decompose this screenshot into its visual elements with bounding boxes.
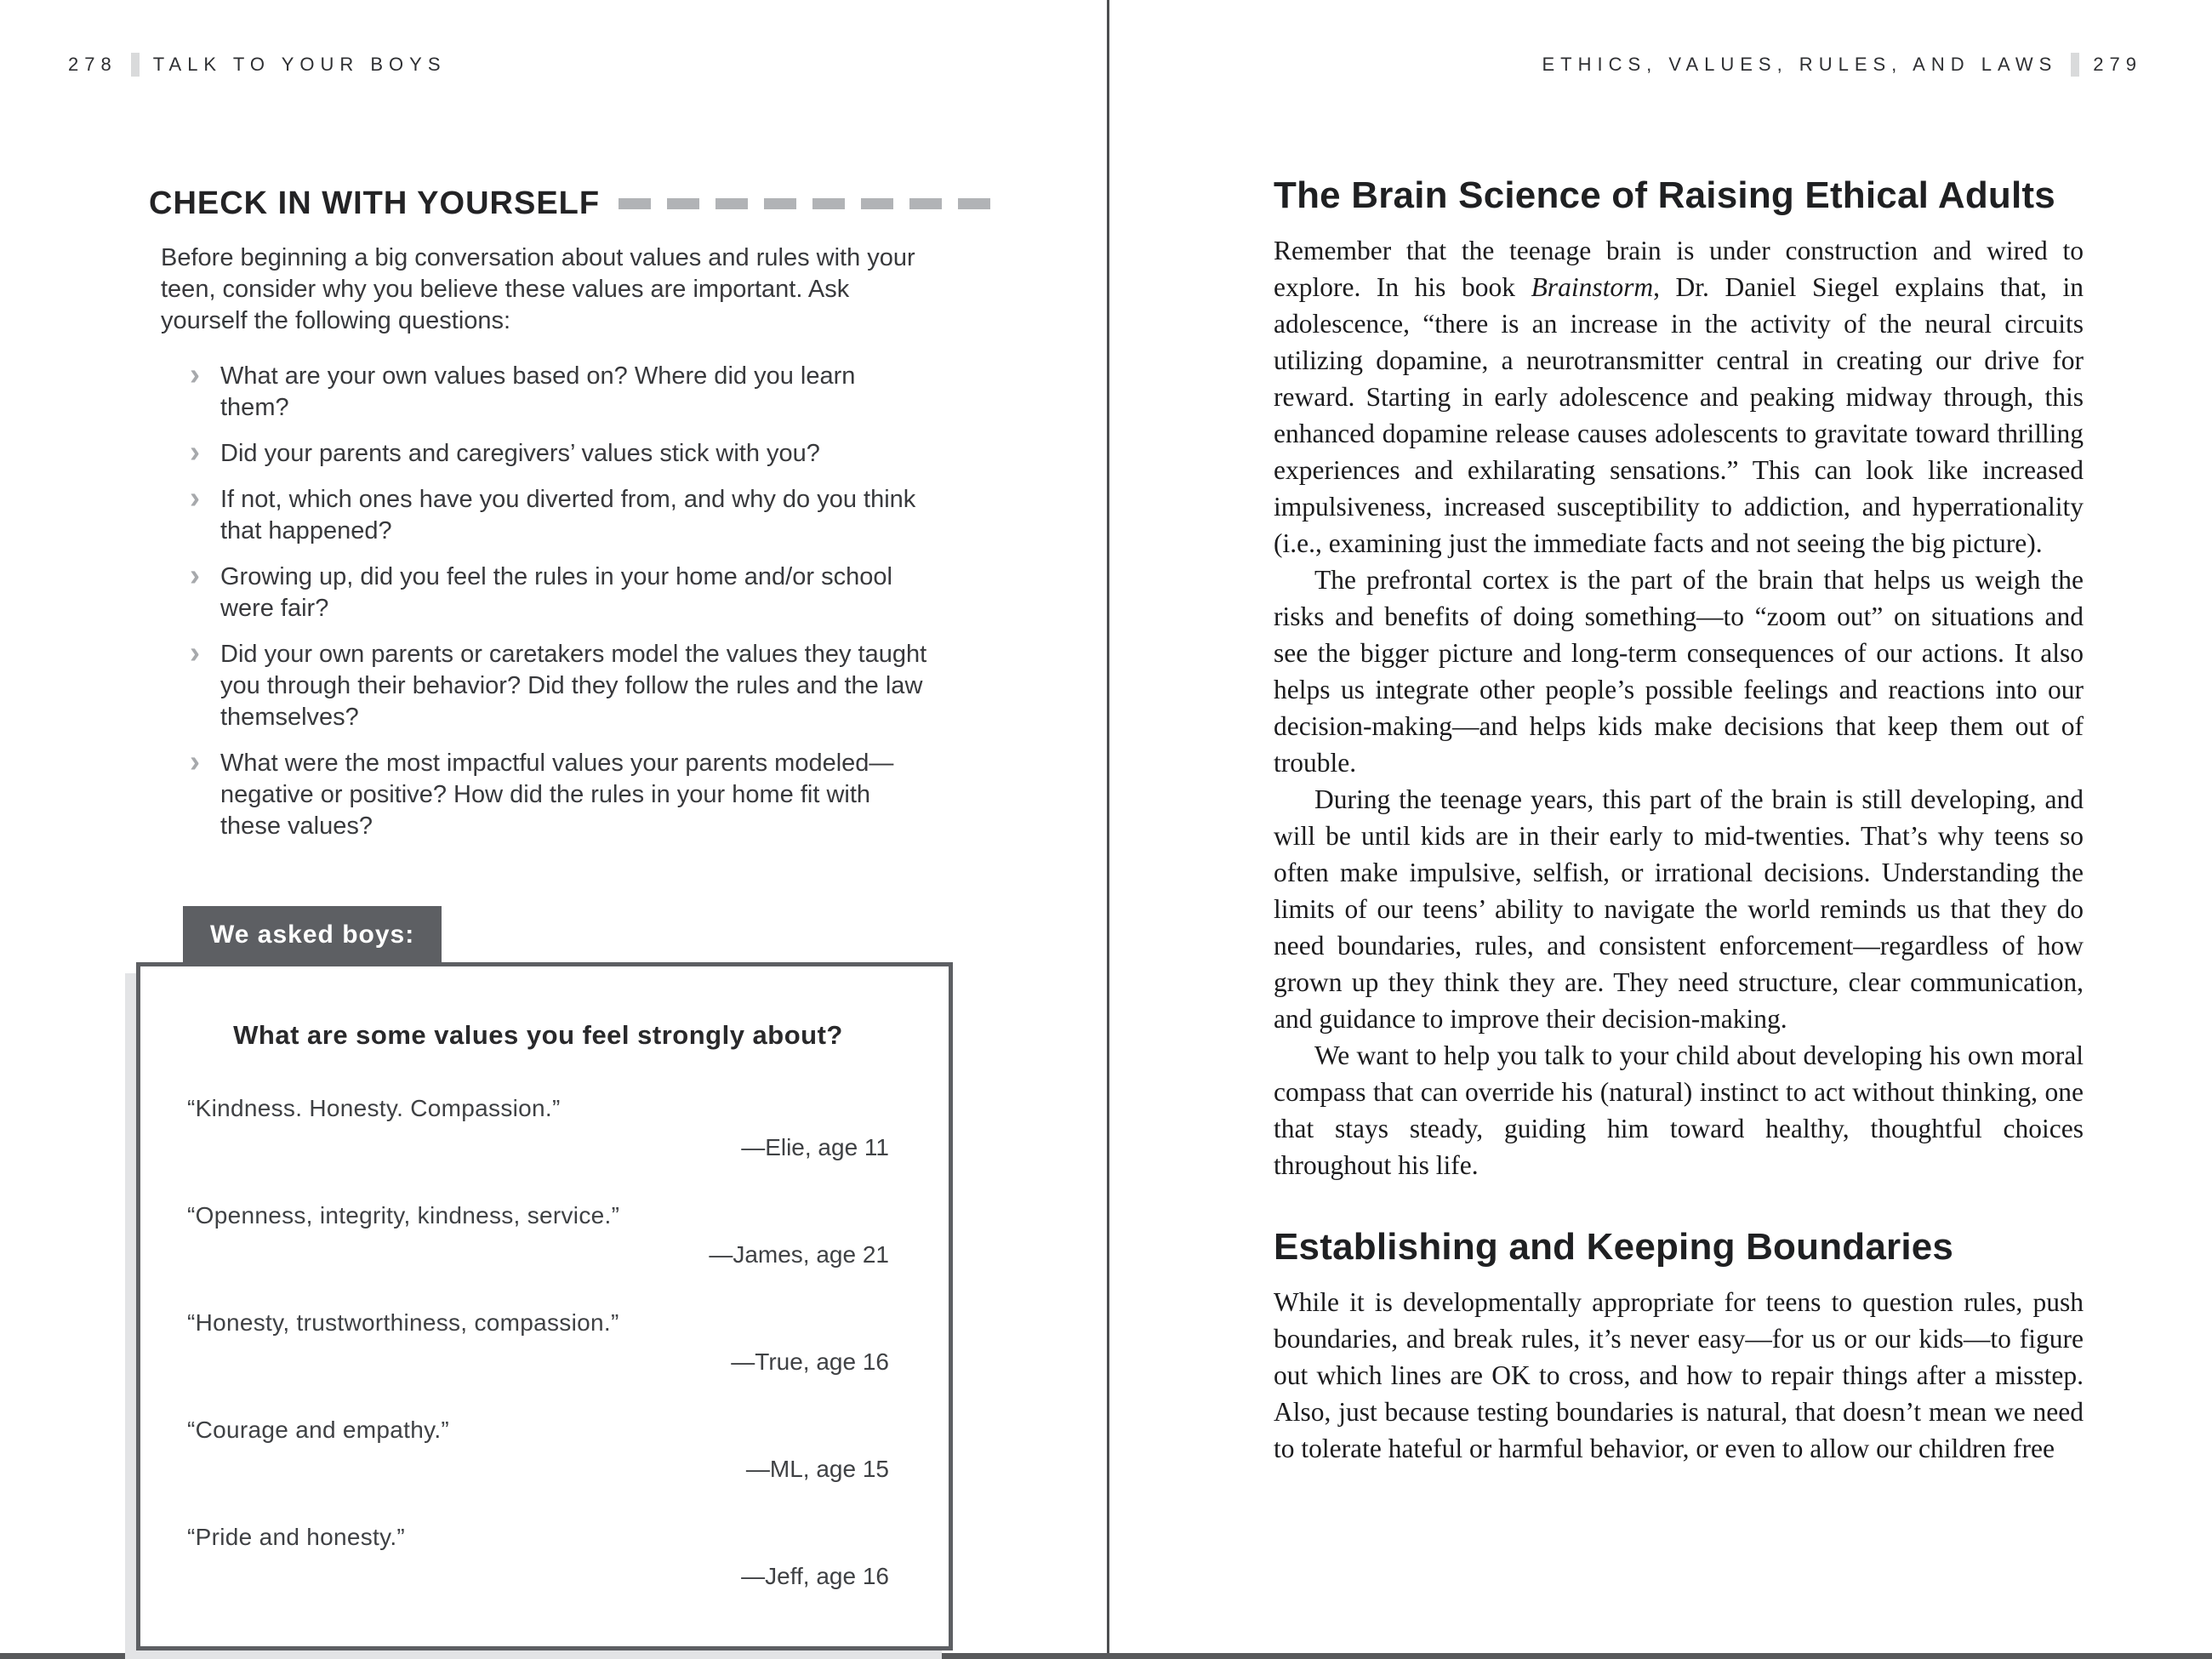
checkin-question-text: What were the most impactful values your parents modeled—negative or positive? How did the rules in your home fit with these values? xyxy=(220,750,894,840)
response-quote: “Kindness. Honesty. Compassion.” xyxy=(187,1095,561,1121)
dash xyxy=(958,198,990,209)
box-response xyxy=(187,1095,889,1161)
response-quote: “Courage and empathy.” xyxy=(187,1417,450,1443)
body-paragraph xyxy=(1274,1284,2084,1467)
checkin-intro: Before beginning a big conversation about values and rules with your teen, consider why you believe these values are important. Ask yourself the following questions: xyxy=(161,244,915,334)
right-page-content xyxy=(1274,174,2084,1467)
header-separator xyxy=(131,53,140,77)
checkin-question-text: If not, which ones have you diverted from, and why do you think that happened? xyxy=(220,486,916,544)
box-response xyxy=(187,1202,889,1268)
text-run: During the teenage years, this part of the brain is still developing, and will be until kids are in their early to mid-twenties. That’s why teens so often make impulsive, selfish, or irrational decisions. Understanding the limits of our teens’ ability to navigate the world reminds us that they do need boundaries, rules, and consistent enforcement—regardless of how grown up they think they are. They need structure, clear communication, and guidance to improve their decision-making. xyxy=(1274,784,2084,1034)
bottom-edge-bar xyxy=(0,1653,2212,1659)
section-heading: Establishing and Keeping Boundaries xyxy=(1274,1226,1954,1268)
text-run: , Dr. Daniel Siegel explains that, in adolescence, “there is an increase in the activity of the neural circuits utilizing dopamine, a neurotransmitter central in creating our drive for reward. Starting in early adolescence and peaking midway through, this enhanced dopamine release causes adolescents to gravitate toward thrilling experiences and exhilarating sensations.” This can look like increased impulsiveness, increased susceptibility to addiction, and hyperrationality (i.e., examining just the immediate facts and not seeing the big picture). xyxy=(1274,272,2084,558)
we-asked-boys-tab xyxy=(183,906,442,962)
page-section xyxy=(1274,1226,2084,1467)
dash xyxy=(619,198,651,209)
text-run: We want to help you talk to your child about developing his own moral compass that can override his (natural) instinct to act without thinking, one that stays steady, guiding him toward healthy, thoughtful choices throughout his life. xyxy=(1274,1040,2084,1180)
checkin-question-text: Did your own parents or caretakers model the values they taught you through their behavior? Did they follow the rules and the law themselves? xyxy=(220,641,927,731)
checkin-question xyxy=(190,635,927,733)
response-attribution: —ML, age 15 xyxy=(745,1456,889,1482)
dash-decoration xyxy=(619,198,990,209)
text-run: The prefrontal cortex is the part of the brain that helps us weigh the risks and benefits of doing something—to “zoom out” on situations and see the bigger picture and long-term consequences of our actions. It also helps us integrate other people’s possible feelings and reactions into our decision-making—and helps kids make decisions that keep them out of trouble. xyxy=(1274,565,2084,778)
left-running-title: TALK TO YOUR BOYS xyxy=(152,54,447,75)
dash xyxy=(909,198,942,209)
response-quote: “Openness, integrity, kindness, service.” xyxy=(187,1202,620,1229)
response-attribution: —True, age 16 xyxy=(731,1348,889,1375)
checkin-question xyxy=(190,356,927,424)
left-page-content xyxy=(149,185,927,1650)
header-separator xyxy=(2071,53,2079,77)
box-response-list xyxy=(187,1095,889,1590)
response-quote: “Pride and honesty.” xyxy=(187,1524,406,1550)
left-running-header xyxy=(68,53,447,77)
text-run: While it is developmentally appropriate for teens to question rules, push boundaries, and break rules, it’s never easy—for us or our kids—to figure out which lines are OK to cross, and how to repair things after a misstep. Also, just because testing boundaries is natural, that doesn’t mean we need to tolerate hateful or harmful behavior, or even to allow our children free xyxy=(1274,1287,2084,1463)
box-response xyxy=(187,1524,889,1590)
checkin-question-text: What are your own values based on? Where did you learn them? xyxy=(220,362,856,421)
box-response xyxy=(187,1417,889,1483)
left-page-number: 278 xyxy=(68,54,117,75)
checkin-question xyxy=(190,434,927,470)
box-response xyxy=(187,1309,889,1376)
checkin-question xyxy=(190,557,927,624)
we-asked-boys-box xyxy=(136,962,953,1650)
dash xyxy=(667,198,699,209)
section-heading: The Brain Science of Raising Ethical Adults xyxy=(1274,174,2055,216)
checkin-heading: CHECK IN WITH YOURSELF xyxy=(149,185,601,221)
text-run: Remember that the teenage brain is under construction and wired to explore. In his book xyxy=(1274,236,2084,302)
response-attribution: —Jeff, age 16 xyxy=(741,1563,889,1589)
dash xyxy=(715,198,748,209)
response-attribution: —James, age 21 xyxy=(709,1241,889,1268)
chevron-bullet-icon: › xyxy=(190,434,200,469)
checkin-question xyxy=(190,744,927,842)
body-paragraph xyxy=(1274,562,2084,781)
chevron-bullet-icon: › xyxy=(190,635,200,670)
right-running-header xyxy=(1542,53,2143,77)
response-attribution: —Elie, age 11 xyxy=(741,1134,889,1160)
dash xyxy=(812,198,845,209)
dash xyxy=(764,198,796,209)
checkin-question-list xyxy=(190,356,927,842)
chevron-bullet-icon: › xyxy=(190,356,200,391)
we-asked-boys-tab-label: We asked boys: xyxy=(210,921,415,949)
body-paragraph xyxy=(1274,781,2084,1037)
checkin-question-text: Did your parents and caregivers’ values stick with you? xyxy=(220,440,820,467)
box-question: What are some values you feel strongly about? xyxy=(233,1020,843,1050)
body-paragraph xyxy=(1274,1037,2084,1183)
checkin-question-text: Growing up, did you feel the rules in your home and/or school were fair? xyxy=(220,563,892,622)
chevron-bullet-icon: › xyxy=(190,557,200,592)
dash xyxy=(861,198,893,209)
chevron-bullet-icon: › xyxy=(190,744,200,778)
response-quote: “Honesty, trustworthiness, compassion.” xyxy=(187,1309,619,1336)
italic-text: Brainstorm xyxy=(1531,272,1654,302)
checkin-heading-row xyxy=(149,185,927,222)
page-section xyxy=(1274,174,2084,1183)
chevron-bullet-icon: › xyxy=(190,480,200,515)
right-page-number: 279 xyxy=(2093,54,2142,75)
right-running-title: ETHICS, VALUES, RULES, AND LAWS xyxy=(1542,54,2058,75)
checkin-question xyxy=(190,480,927,547)
body-paragraph xyxy=(1274,232,2084,562)
page-divider xyxy=(1107,0,1109,1659)
